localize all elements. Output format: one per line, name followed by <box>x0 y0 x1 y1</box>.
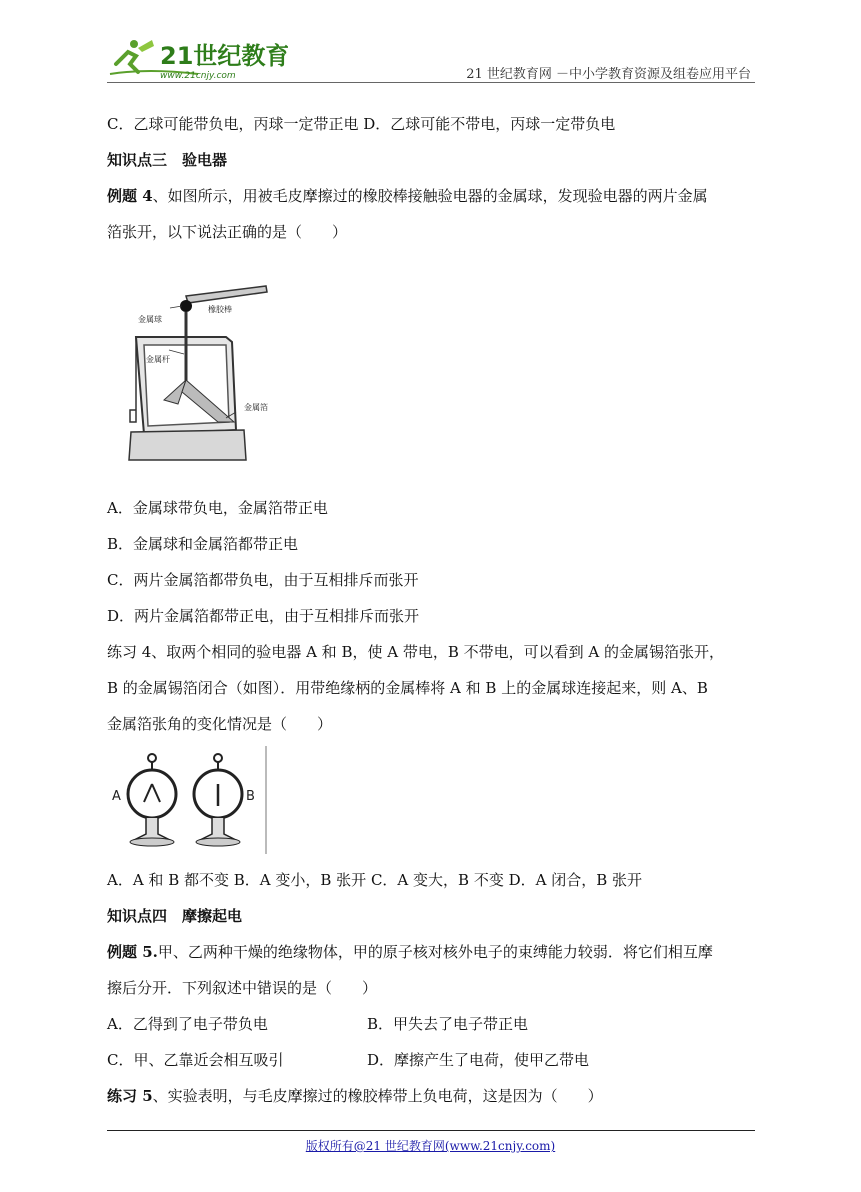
example-4-line-1 <box>107 186 708 206</box>
footer-divider <box>107 1130 755 1131</box>
runner-logo-icon <box>108 34 288 82</box>
label-electroscope-a: A <box>112 789 121 804</box>
practice-4-line-2: B 的金属锡箔闭合（如图）．用带绝缘柄的金属棒将 A 和 B 上的金属球连接起来，则 A、B <box>107 679 708 697</box>
example-5-label: 例题 5. <box>107 943 158 961</box>
practice-4-line-1: 练习 4、取两个相同的验电器 A 和 B，使 A 带电，B 不带电，可以看到 A 的金属锡箔张开， <box>107 643 725 661</box>
example-4-option-a: A．金属球带负电，金属箔带正电 <box>107 499 328 517</box>
label-metal-pole: 金属杆 <box>146 355 170 364</box>
example-4-label: 例题 4 <box>107 187 153 205</box>
example-5-option-a: A．乙得到了电子带负电 <box>107 1015 268 1033</box>
example-5-option-d: D．摩擦产生了电荷，使甲乙带电 <box>367 1051 590 1069</box>
section-heading-3: 知识点三 验电器 <box>107 151 228 169</box>
label-rubber-rod: 橡胶棒 <box>208 305 232 314</box>
practice-4-options: A．A 和 B 都不变 B．A 变小，B 张开 C．A 变大，B 不变 D．A 闭合，B 张开 <box>107 871 642 889</box>
logo-url-text: www.21cnjy.com <box>160 71 236 81</box>
option-line-cd: C．乙球可能带负电，丙球一定带正电 D．乙球可能不带电，丙球一定带负电 <box>107 115 616 133</box>
example-5-option-b: B．甲失去了电子带正电 <box>367 1015 529 1033</box>
practice-4-line-3: 金属箔张角的变化情况是（ ） <box>107 715 333 733</box>
label-electroscope-b: B <box>246 789 255 804</box>
example-5-option-c: C．甲、乙靠近会相互吸引 <box>107 1051 284 1069</box>
practice-5-label: 练习 5 <box>107 1087 153 1105</box>
electroscope-figure <box>126 282 276 462</box>
example-4-option-d: D．两片金属箔都带正电，由于互相排斥而张开 <box>107 607 420 625</box>
example-5-line-1 <box>107 942 713 962</box>
example-5-line-2: 擦后分开．下列叙述中错误的是（ ） <box>107 979 378 997</box>
example-4-option-c: C．两片金属箔都带负电，由于互相排斥而张开 <box>107 571 419 589</box>
logo-text: 21世纪教育 <box>160 42 288 70</box>
label-metal-foil: 金属箔 <box>244 403 268 412</box>
example-4-option-b: B．金属球和金属箔都带正电 <box>107 535 299 553</box>
example-5-text-a: 甲、乙两种干燥的绝缘物体，甲的原子核对核外电子的束缚能力较弱．将它们相互摩 <box>157 943 713 961</box>
section-heading-4: 知识点四 摩擦起电 <box>107 907 243 925</box>
practice-5-text-a: 、实验表明，与毛皮摩擦过的橡胶棒带上负电荷，这是因为（ ） <box>152 1087 603 1105</box>
practice-5-line-1 <box>107 1086 603 1106</box>
example-4-text-a: 、如图所示，用被毛皮摩擦过的橡胶棒接触验电器的金属球，发现验电器的两片金属 <box>152 187 708 205</box>
example-4-line-2: 箔张开，以下说法正确的是（ ） <box>107 223 348 241</box>
site-logo <box>108 34 288 82</box>
two-electroscopes-figure <box>104 744 268 856</box>
header-site-title: 21 世纪教育网 －中小学教育资源及组卷应用平台 <box>466 67 751 82</box>
footer-copyright-link[interactable]: 版权所有@21 世纪教育网(www.21cnjy.com) <box>305 1139 556 1153</box>
label-metal-ball: 金属球 <box>138 315 162 324</box>
header-divider <box>107 82 755 83</box>
